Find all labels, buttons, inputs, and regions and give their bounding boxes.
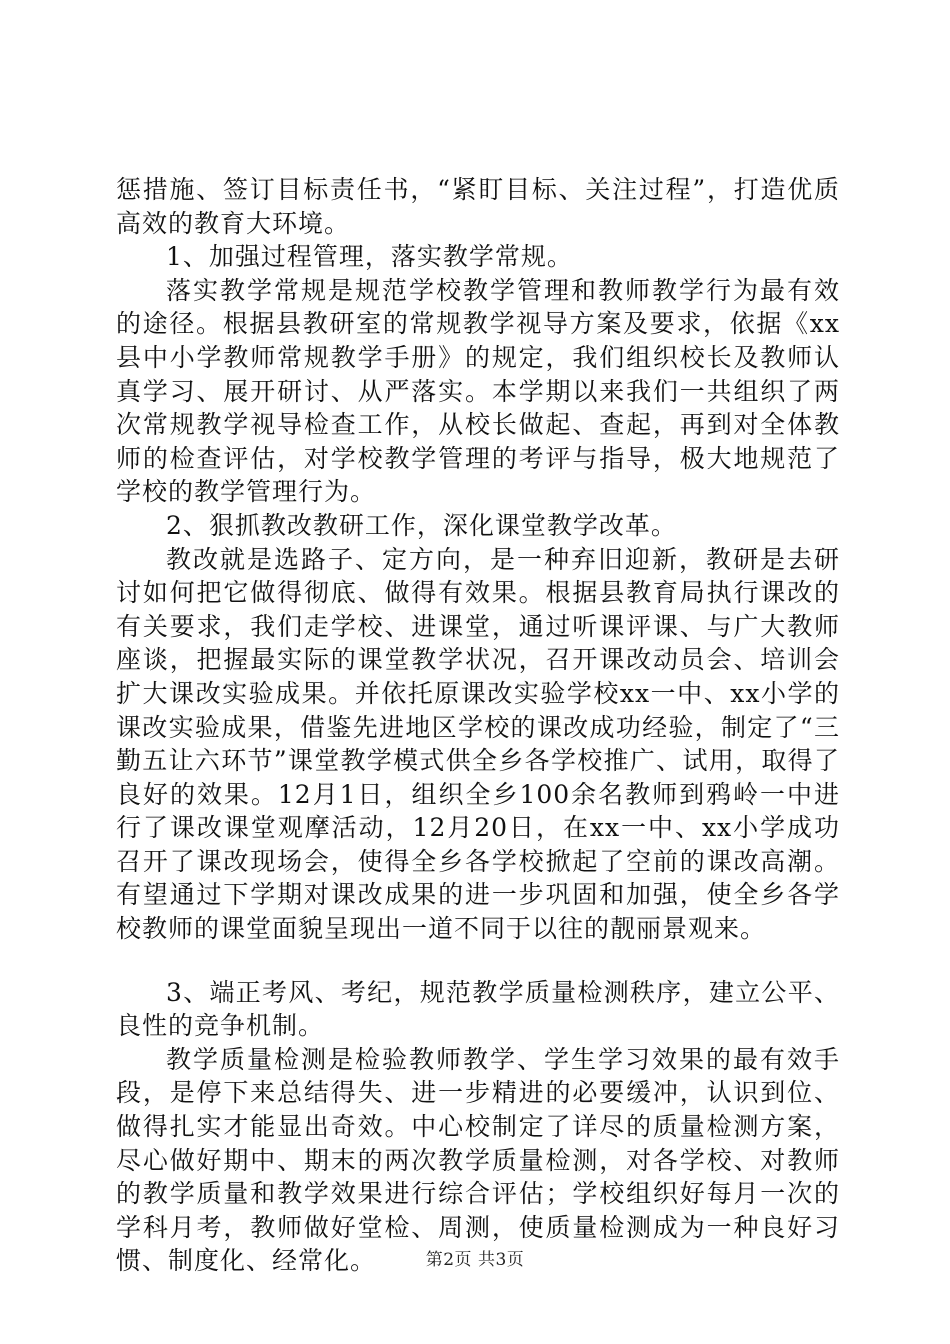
paragraph-continuation: 惩措施、签订目标责任书，“紧盯目标、关注过程”，打造优质高效的教育大环境。 <box>116 175 840 238</box>
document-body <box>116 173 840 1278</box>
paragraph-teaching-routine: 落实教学常规是规范学校教学管理和教师教学行为最有效的途径。根据县教研室的常规教学视导方案及要求，依据《xx县中小学教师常规教学手册》的规定，我们组织校长及教师认真学习、展开研讨、从严落实。本学期以来我们一共组织了两次常规教学视导检查工作，从校长做起、查起，再到对全体教师的检查评估，对学校教学管理的考评与指导，极大地规范了学校的教学管理行为。 <box>116 275 840 507</box>
page-number-footer: 第2页 共3页 <box>425 1250 525 1270</box>
paragraph-quality-testing: 教学质量检测是检验教师教学、学生学习效果的最有效手段，是停下来总结得失、进一步精进的必要缓冲，认识到位、做得扎实才能显出奇效。中心校制定了详尽的质量检测方案，尽心做好期中、期末的两次教学质量检测，对各学校、对教师的教学质量和教学效果进行综合评估；学校组织好每月一次的学科月考，教师做好堂检、周测，使质量检测成为一种良好习惯、制度化、经常化。 <box>116 1044 840 1276</box>
section-heading-3: 3、端正考风、考纪，规范教学质量检测秩序，建立公平、良性的竞争机制。 <box>116 977 840 1041</box>
section-heading-1: 1、加强过程管理，落实教学常规。 <box>166 242 573 272</box>
section-heading-2: 2、狠抓教改教研工作，深化课堂教学改革。 <box>166 510 677 540</box>
paragraph-curriculum-reform: 教改就是选路子、定方向，是一种弃旧迎新，教研是去研讨如何把它做得彻底、做得有效果。根据县教育局执行课改的有关要求，我们走学校、进课堂，通过听课评课、与广大教师座谈，把握最实际的课堂教学状况，召开课改动员会、培训会扩大课改实验成果。并依托原课改实验学校xx一中、xx小学的课改实验成果，借鉴先进地区学校的课改成功经验，制定了“三勤五让六环节”课堂教学模式供全乡各学校推广、试用，取得了良好的效果。12月1日，组织全乡100余名教师到鸦岭一中进行了课改课堂观摩活动，12月20日，在xx一中、xx小学成功召开了课改现场会，使得全乡各学校掀起了空前的课改高潮。有望通过下学期对课改成果的进一步巩固和加强，使全乡各学校教师的课堂面貌呈现出一道不同于以往的靓丽景观来。 <box>116 544 840 944</box>
